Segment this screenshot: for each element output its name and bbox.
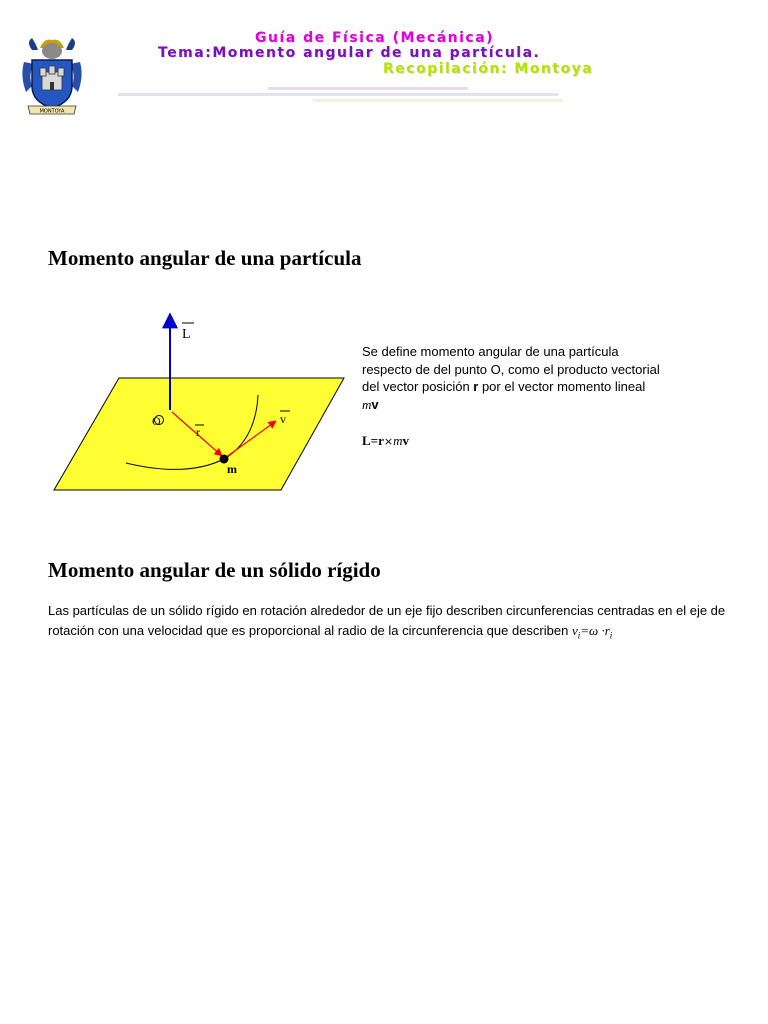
header-title-line: Guía de Física (Mecánica) [255,30,495,46]
header-author-line: Recopilación: Montoya [383,61,594,77]
definition-text: Se define momento angular de una partícula respecto de del punto O, como el producto vectorial del vector posición r por el vector momento lineal mv [362,344,660,412]
label-O: O [152,414,161,428]
angular-momentum-diagram [48,310,348,500]
label-m: m [227,462,237,476]
crest-ribbon-text: MONTOYA [39,108,65,115]
section-heading-rigid-body: Momento angular de un sólido rígido [48,558,381,582]
angular-momentum-formula: L=r×mv [362,433,409,448]
label-r: r [196,425,200,439]
section-heading-particle: Momento angular de una partícula [48,246,362,270]
header-topic-line: Tema:Momento angular de una partícula. [158,45,541,61]
header-reflection-decoration [118,86,564,108]
label-v: v [280,412,286,426]
velocity-equation: $v_i=\omega \cdot r_i$ [571,623,613,641]
coat-of-arms-logo [18,36,86,118]
label-L: L [182,327,191,342]
rigid-body-paragraph: Las partículas de un sólido rígido en rotación alrededor de un eje fijo describen circunferencias centradas en el eje de rotación con una velocidad que es proporcional al radio de la circunferencia que describen $v_i=\omega \cdot r_i$ [48,603,726,641]
